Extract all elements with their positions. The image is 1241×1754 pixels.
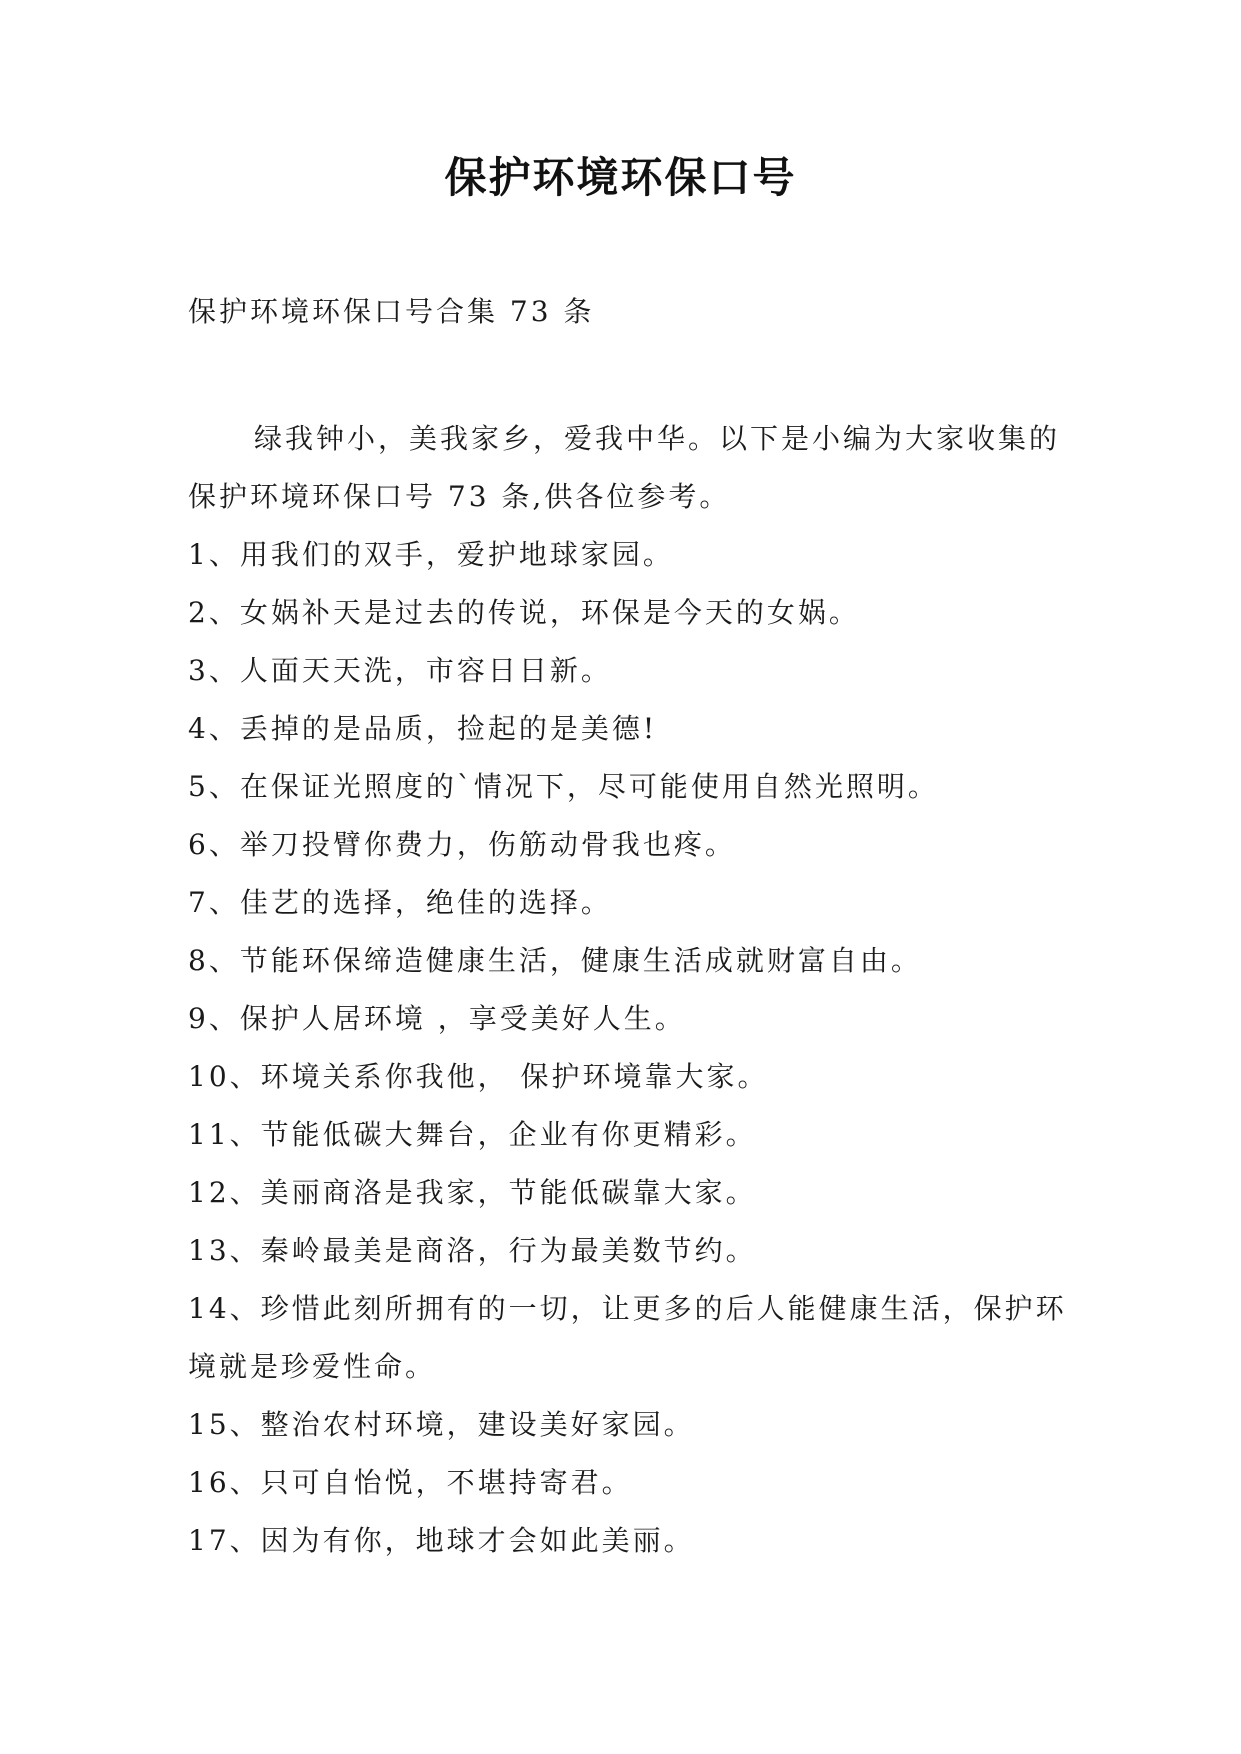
list-item: 12、美丽商洛是我家，节能低碳靠大家。 <box>188 1176 757 1209</box>
page-title: 保护环境环保口号 <box>444 153 797 202</box>
list-item: 16、只可自怡悦，不堪持寄君。 <box>188 1466 633 1499</box>
list-item: 11、节能低碳大舞台，企业有你更精彩。 <box>188 1118 757 1151</box>
slogan-list <box>188 526 1068 1570</box>
list-item: 1、用我们的双手，爱护地球家园。 <box>188 538 674 571</box>
list-item: 9、保护人居环境 ，享受美好人生。 <box>188 1002 686 1035</box>
list-item: 6、举刀投臂你费力，伤筋动骨我也疼。 <box>188 828 736 861</box>
list-item: 8、节能环保缔造健康生活，健康生活成就财富自由。 <box>188 944 922 977</box>
list-item: 2、女娲补天是过去的传说，环保是今天的女娲。 <box>188 596 860 629</box>
list-item: 7、佳艺的选择，绝佳的选择。 <box>188 886 612 919</box>
list-item: 17、因为有你，地球才会如此美丽。 <box>188 1524 695 1557</box>
list-item: 10、环境关系你我他， 保护环境靠大家。 <box>188 1060 769 1093</box>
list-item: 15、整治农村环境，建设美好家园。 <box>188 1408 695 1441</box>
document-subtitle: 保护环境环保口号合集 73 条 <box>188 295 595 328</box>
list-item: 4、丢掉的是品质，捡起的是美德! <box>188 712 658 745</box>
list-item: 14、珍惜此刻所拥有的一切，让更多的后人能健康生活，保护环境就是珍爱性命。 <box>188 1292 1067 1383</box>
document-body <box>188 410 1068 1570</box>
list-item: 13、秦岭最美是商洛，行为最美数节约。 <box>188 1234 757 1267</box>
list-item: 5、在保证光照度的`情况下，尽可能使用自然光照明。 <box>188 770 939 803</box>
list-item: 3、人面天天洗，市容日日新。 <box>188 654 612 687</box>
intro-paragraph: 绿我钟小，美我家乡，爱我中华。以下是小编为大家收集的保护环境环保口号 73 条,供各位参考。 <box>188 422 1061 513</box>
